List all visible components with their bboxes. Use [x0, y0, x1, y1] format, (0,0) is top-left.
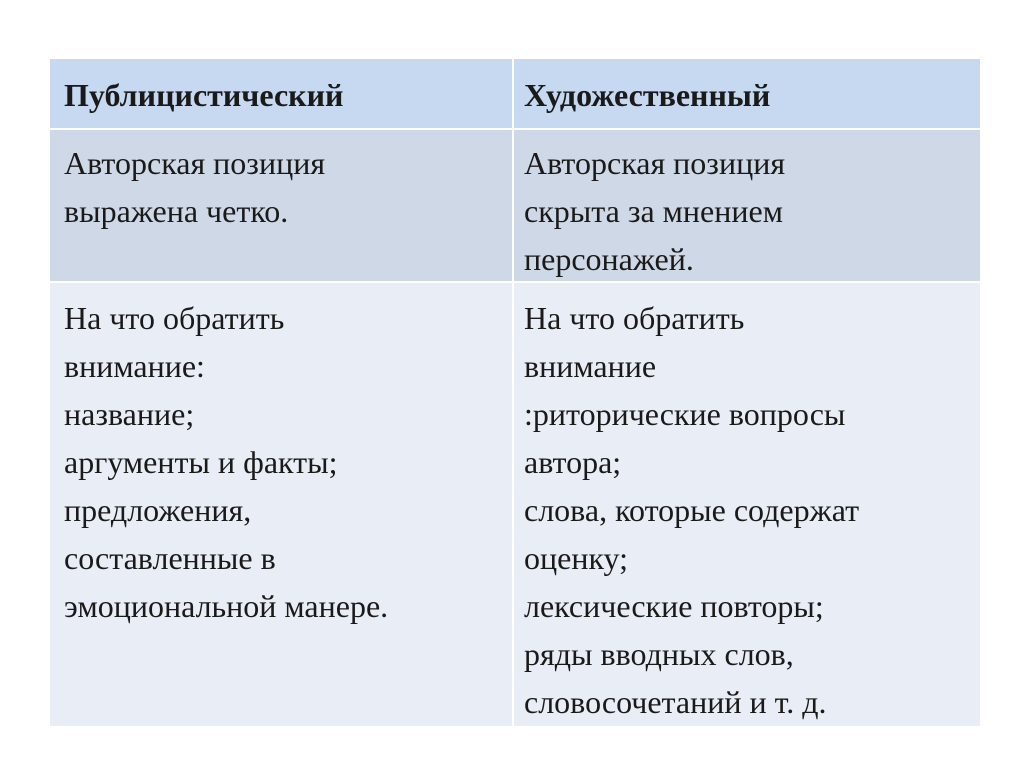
header-publicistic: Публицистический — [50, 59, 514, 130]
cell-author-position-publicistic: Авторская позиция выражена четко. — [50, 130, 514, 283]
header-artistic: Художественный — [514, 59, 980, 130]
cell-attention-publicistic: На что обратить внимание: название; аргументы и факты; предложения, составленные в эмоциональной манере. — [50, 283, 514, 726]
comparison-table — [50, 59, 980, 726]
cell-attention-artistic: На что обратить внимание :риторические вопросы автора; слова, которые содержат оценку; лексические повторы; ряды вводных слов, словосочетаний и т. д. — [514, 283, 980, 726]
cell-author-position-artistic: Авторская позиция скрыта за мнением персонажей. — [514, 130, 980, 283]
